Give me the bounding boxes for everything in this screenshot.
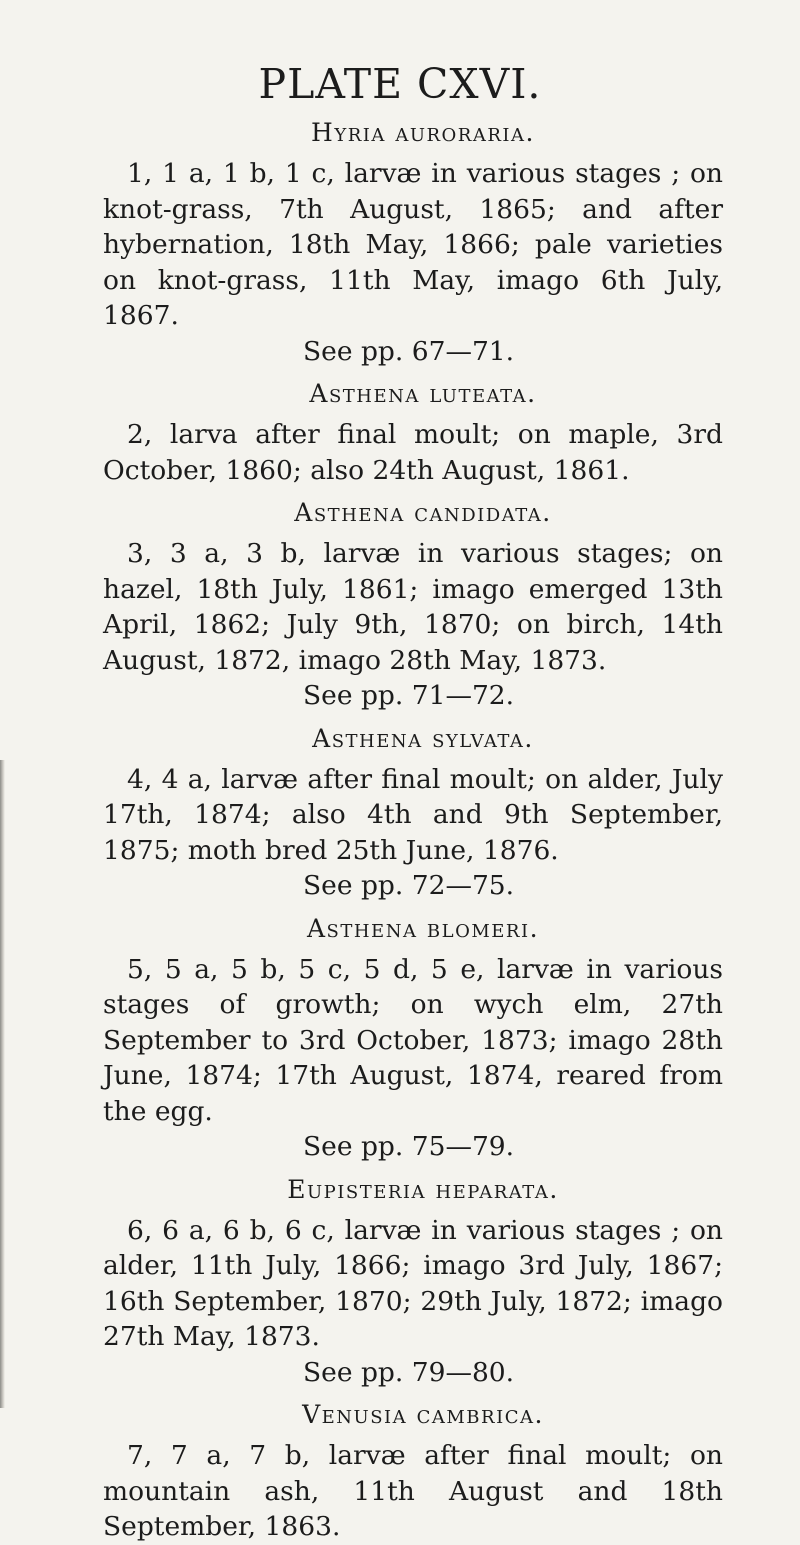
page-reference: See pp. 72—75. xyxy=(303,870,515,901)
section-text: 1, 1 a, 1 b, 1 c, larvæ in various stages ; on knot-grass, 7th August, 1865; and after hybernation, 18th May, 1866; pale varieties on knot-grass, 11th May, imago 6th July, 1867. xyxy=(103,158,723,331)
section-hyria-auroraria xyxy=(103,118,723,369)
species-heading: Eupisteria heparata. xyxy=(287,1174,559,1204)
section-text: 7, 7 a, 7 b, larvæ after final moult; on mountain ash, 11th August and 18th September, 1863. xyxy=(103,1440,723,1542)
section-text: 5, 5 a, 5 b, 5 c, 5 d, 5 e, larvæ in various stages of growth; on wych elm, 27th September to 3rd October, 1873; imago 28th June, 1874; 17th August, 1874, reared from the egg. xyxy=(103,953,723,1127)
species-heading: Asthena candidata. xyxy=(294,498,552,527)
page-reference: See pp. 67—71. xyxy=(303,335,515,367)
plate-descriptions xyxy=(103,118,723,1545)
section-asthena-sylvata xyxy=(103,724,723,904)
species-heading: Hyria auroraria. xyxy=(311,118,535,147)
species-heading: Asthena blomeri. xyxy=(306,913,540,943)
species-heading: Asthena luteata. xyxy=(309,379,537,408)
section-text: 3, 3 a, 3 b, larvæ in various stages; on hazel, 18th July, 1861; imago emerged 13th April, 1862; July 9th, 1870; on birch, 14th August, 1872, imago 28th May, 1873. xyxy=(103,538,723,676)
section-asthena-luteata xyxy=(103,379,723,488)
page-reference: See pp. 71—72. xyxy=(303,680,515,711)
section-text: 2, larva after final moult; on maple, 3rd October, 1860; also 24th August, 1861. xyxy=(103,419,723,486)
page-edge-shadow xyxy=(0,760,5,1408)
section-venusia-cambrica xyxy=(103,1400,723,1545)
page-reference: See pp. 79—80. xyxy=(303,1356,515,1388)
page-reference: See pp. 75—79. xyxy=(303,1131,515,1162)
plate-title: PLATE CXVI. xyxy=(258,60,542,108)
section-asthena-blomeri xyxy=(103,914,723,1165)
species-heading: Asthena sylvata. xyxy=(312,723,534,753)
section-asthena-candidata xyxy=(103,498,723,714)
species-heading: Venusia cambrica. xyxy=(302,1400,544,1429)
section-text: 4, 4 a, larvæ after final moult; on alder, July 17th, 1874; also 4th and 9th September, 1875; moth bred 25th June, 1876. xyxy=(103,763,723,866)
section-text: 6, 6 a, 6 b, 6 c, larvæ in various stages ; on alder, 11th July, 1866; imago 3rd July, 1867; 16th September, 1870; 29th July, 1872; imago 27th May, 1873. xyxy=(103,1214,723,1352)
section-eupisteria-heparata xyxy=(103,1175,723,1391)
